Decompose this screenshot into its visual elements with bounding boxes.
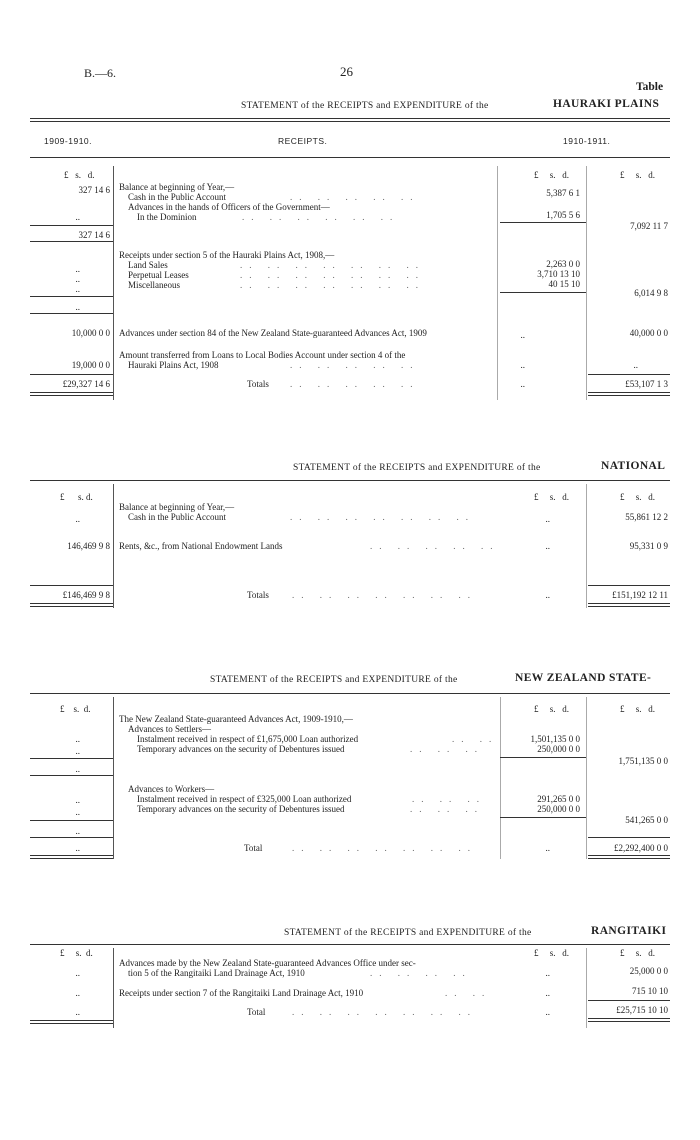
s1-left-sub2: .. <box>75 302 80 312</box>
s4-receipts-label: Receipts under section 7 of the Rangitaiki Land Drainage Act, 1910 <box>119 988 364 998</box>
s3-left-f: .. <box>75 826 80 836</box>
s2-mid-a: .. <box>545 514 550 524</box>
s2-title-prefix: STATEMENT of the RECEIPTS and EXPENDITURE of the <box>293 463 541 473</box>
s1-advances-label: Advances in the hands of Officers of the Government— <box>128 202 330 212</box>
s3-act-label: The New Zealand State-guaranteed Advances Act, 1909-1910,— <box>119 714 353 724</box>
s1-cur-left: £ s. d. <box>64 170 95 180</box>
s1-col-receipts: RECEIPTS. <box>278 136 328 146</box>
s1-perpetual-leases-label: Perpetual Leases <box>128 270 189 280</box>
s3-temp1-label: Temporary advances on the security of Debentures issued <box>137 744 345 754</box>
s3-inst2-label: Instalment received in respect of £325,000 Loan authorized <box>137 794 352 804</box>
s3-cur-mid: £ s. d. <box>534 704 570 714</box>
s1-col-right-year: 1910-1911. <box>563 136 611 146</box>
s2-title-bold: NATIONAL <box>601 460 666 472</box>
s1-receipts-label: Receipts under section 5 of the Hauraki Plains Act, 1908,— <box>119 250 335 260</box>
s3-temp2-label: Temporary advances on the security of Debentures issued <box>137 804 345 814</box>
s2-cur-mid: £ s. d. <box>534 492 570 502</box>
s1-left-perp: .. <box>75 274 80 284</box>
s3-left-c: .. <box>75 764 80 774</box>
s2-right-rents: 95,331 0 9 <box>629 541 668 551</box>
s1-balance-label: Balance at beginning of Year,— <box>119 182 235 192</box>
s4-adv-line1: Advances made by the New Zealand State-guaranteed Advances Office under sec- <box>119 958 416 968</box>
s1-title-prefix: STATEMENT of the RECEIPTS and EXPENDITURE of the <box>241 101 489 111</box>
s1-mid-dominion: 1,705 5 6 <box>546 210 580 220</box>
s4-title-bold: RANGITAIKI <box>591 925 667 937</box>
s1-left-land: .. <box>75 264 80 274</box>
s1-cur-right: £ s. d. <box>620 170 656 180</box>
s3-mid-total: .. <box>545 843 550 853</box>
s3-title-bold: NEW ZEALAND STATE- <box>515 672 652 684</box>
s3-left-a: .. <box>75 734 80 744</box>
s1-cur-mid: £ s. d. <box>534 170 570 180</box>
s3-left-d: .. <box>75 795 80 805</box>
s3-left-b: .. <box>75 746 80 756</box>
s1-right-c: 40,000 0 0 <box>629 328 668 338</box>
page-number: 26 <box>340 64 353 79</box>
s1-left-total: £29,327 14 6 <box>62 379 110 389</box>
s1-adv84-label: Advances under section 84 of the New Zealand State-guaranteed Advances Act, 1909 <box>119 328 427 338</box>
s2-mid-c: .. <box>545 590 550 600</box>
s2-balance-label: Balance at beginning of Year,— <box>119 502 235 512</box>
s1-left-dominion: .. <box>75 212 80 222</box>
s1-mid-amount: .. <box>520 360 525 370</box>
s3-cur-left: £ s. d. <box>60 704 91 714</box>
s4-adv-line2: tion 5 of the Rangitaiki Land Drainage Act, 1910 <box>128 968 305 978</box>
page-reference: B.—6. <box>84 66 117 80</box>
s1-left-misc: .. <box>75 284 80 294</box>
s3-title-prefix: STATEMENT of the RECEIPTS and EXPENDITURE of the <box>210 675 458 685</box>
s3-right-a: 1,751,135 0 0 <box>618 756 668 766</box>
s1-mid-total: .. <box>520 379 525 389</box>
s1-misc-label: Miscellaneous <box>128 280 180 290</box>
s1-mid-cash: 5,387 6 1 <box>546 188 580 198</box>
s3-right-total: £2,292,400 0 0 <box>614 843 668 853</box>
s1-cash-label: Cash in the Public Account <box>128 192 226 202</box>
s3-right-b: 541,265 0 0 <box>625 815 668 825</box>
s1-right-b: 6,014 9 8 <box>634 288 668 298</box>
s1-title-bold: HAURAKI PLAINS <box>553 98 660 110</box>
s4-right-total: £25,715 10 10 <box>616 1005 668 1015</box>
s4-left-b: .. <box>75 988 80 998</box>
s2-cur-right: £ s. d. <box>620 492 656 502</box>
s4-mid-c: .. <box>545 1007 550 1017</box>
s4-mid-a: .. <box>545 968 550 978</box>
s1-left-adv84: 10,000 0 0 <box>71 328 110 338</box>
s3-total-label: Total <box>244 843 263 853</box>
s3-left-g: .. <box>75 843 80 853</box>
s3-mid-inst2: 291,265 0 0 <box>537 794 580 804</box>
s2-left-cash: .. <box>75 514 80 524</box>
s4-total-label: Total <box>247 1007 266 1017</box>
s2-mid-b: .. <box>545 541 550 551</box>
s2-rents-label: Rents, &c., from National Endowment Lands <box>119 541 283 551</box>
s1-col-left-year: 1909-1910. <box>44 136 93 146</box>
s2-totals-label: Totals <box>247 590 269 600</box>
s1-right-total: £53,107 1 3 <box>625 379 668 389</box>
s1-right-d: .. <box>633 360 638 370</box>
s1-right-a: 7,092 11 7 <box>630 221 668 231</box>
s2-left-total: £146,469 9 8 <box>62 590 110 600</box>
s1-left-subtotal: 327 14 6 <box>78 230 110 240</box>
s4-mid-b: .. <box>545 988 550 998</box>
s3-mid-temp1: 250,000 0 0 <box>537 744 580 754</box>
s3-mid-temp2: 250,000 0 0 <box>537 804 580 814</box>
s4-title-prefix: STATEMENT of the RECEIPTS and EXPENDITURE of the <box>284 928 532 938</box>
s1-land-sales-label: Land Sales <box>128 260 168 270</box>
s3-settlers-label: Advances to Settlers— <box>128 724 211 734</box>
s4-cur-left: £ s. d. <box>60 948 93 958</box>
s3-inst1-label: Instalment received in respect of £1,675,000 Loan authorized <box>137 734 359 744</box>
s1-totals-label: Totals <box>247 379 269 389</box>
s1-amount-line2: Hauraki Plains Act, 1908 <box>128 360 219 370</box>
s3-mid-inst1: 1,501,135 0 0 <box>530 734 580 744</box>
s4-left-c: .. <box>75 1007 80 1017</box>
s3-left-e: .. <box>75 807 80 817</box>
s2-left-rents: 146,469 9 8 <box>67 541 110 551</box>
s1-mid-land: 2,263 0 0 <box>546 259 580 269</box>
table-label: Table <box>636 81 664 93</box>
s4-cur-mid: £ s. d. <box>534 948 570 958</box>
s1-mid-misc: 40 15 10 <box>548 279 580 289</box>
s1-amount-line1: Amount transferred from Loans to Local Bodies Account under section 4 of the <box>119 350 406 360</box>
s3-workers-label: Advances to Workers— <box>128 784 215 794</box>
s4-right-a: 25,000 0 0 <box>629 966 668 976</box>
s1-dominion-label: In the Dominion <box>137 212 197 222</box>
s2-right-total: £151,192 12 11 <box>612 590 668 600</box>
s2-cur-left: £ s. d. <box>60 492 93 502</box>
s4-right-b: 715 10 10 <box>632 986 668 996</box>
s3-cur-right: £ s. d. <box>620 704 656 714</box>
s1-left-amount: 19,000 0 0 <box>71 360 110 370</box>
s1-mid-adv84: .. <box>520 330 525 340</box>
s4-left-a: .. <box>75 968 80 978</box>
s4-cur-right: £ s. d. <box>620 948 656 958</box>
s1-mid-perp: 3,710 13 10 <box>537 269 580 279</box>
s1-left-cash: 327 14 6 <box>78 185 110 195</box>
s2-right-cash: 55,861 12 2 <box>625 512 668 522</box>
s2-cash-label: Cash in the Public Account <box>128 512 226 522</box>
